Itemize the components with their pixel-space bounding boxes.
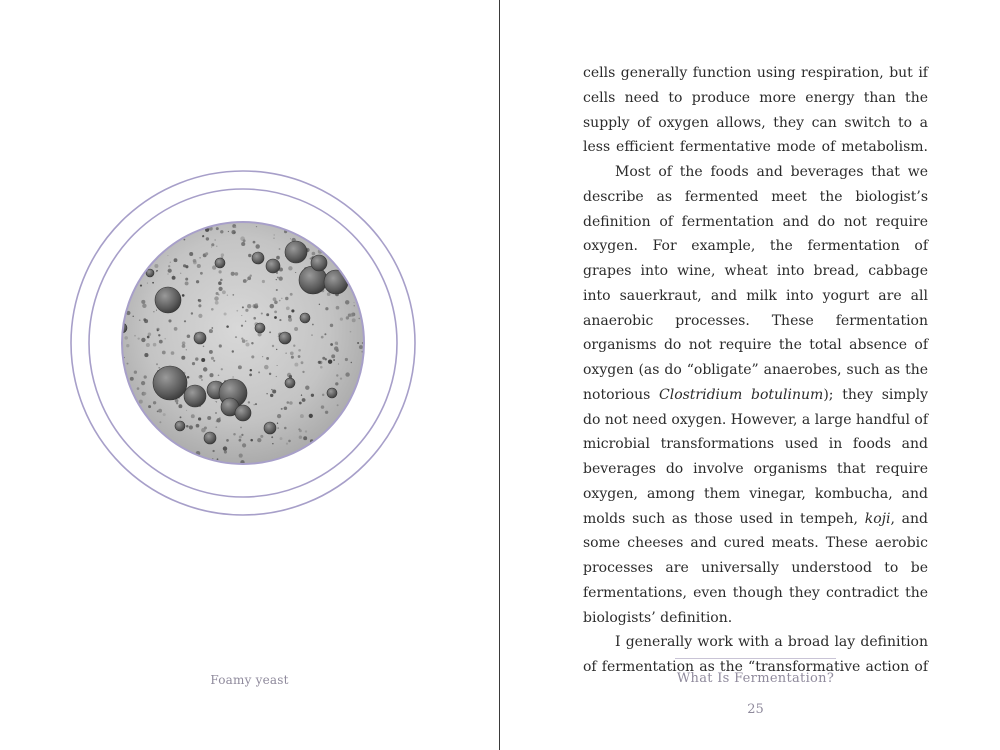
paragraph xyxy=(583,61,928,160)
left-page xyxy=(0,0,499,750)
paragraph xyxy=(583,160,928,630)
body-text xyxy=(583,61,928,680)
right-page xyxy=(500,0,1000,750)
italic-term: Clostridium botulinum xyxy=(659,386,824,403)
italic-term: koji xyxy=(864,510,891,527)
running-head: What Is Fermentation? xyxy=(676,671,835,686)
figure-caption: Foamy yeast xyxy=(210,673,289,687)
yeast-disc xyxy=(122,222,364,464)
text-run: I generally work with a broad lay definition of fermentation as the “transformative action of xyxy=(583,634,928,675)
text-run: cells generally function using respiration, but if cells need to produce more energy than the supply of oxygen allows, they can switch to a less efficient fermentative mode of metabolism. xyxy=(583,65,928,156)
text-run: Most of the foods and beverages that we describe as fermented meet the biologist’s definition of fermentation and do not require oxygen. For example, the fermentation of grapes into wine, wheat into bread, cabbage into sauerkraut, and milk into yogurt are all anaerobic processes. These fermentation organisms do not require the total absence of oxygen (as do “obligate” anaerobes, such as the notorious xyxy=(583,164,928,403)
footer-rule xyxy=(675,658,836,659)
text-run: , and some cheeses and cured meats. These aerobic processes are universally understood to be fermentations, even though they contradict the biologists’ definition. xyxy=(583,510,929,626)
page-number: 25 xyxy=(747,702,764,717)
foamy-yeast-illustration xyxy=(70,168,420,518)
text-run: ); they simply do not need oxygen. However, a large handful of microbial transformations used in foods and beverages do involve organisms that require oxygen, among them vinegar, kombucha, and molds such as those used in tempeh, xyxy=(583,386,929,527)
